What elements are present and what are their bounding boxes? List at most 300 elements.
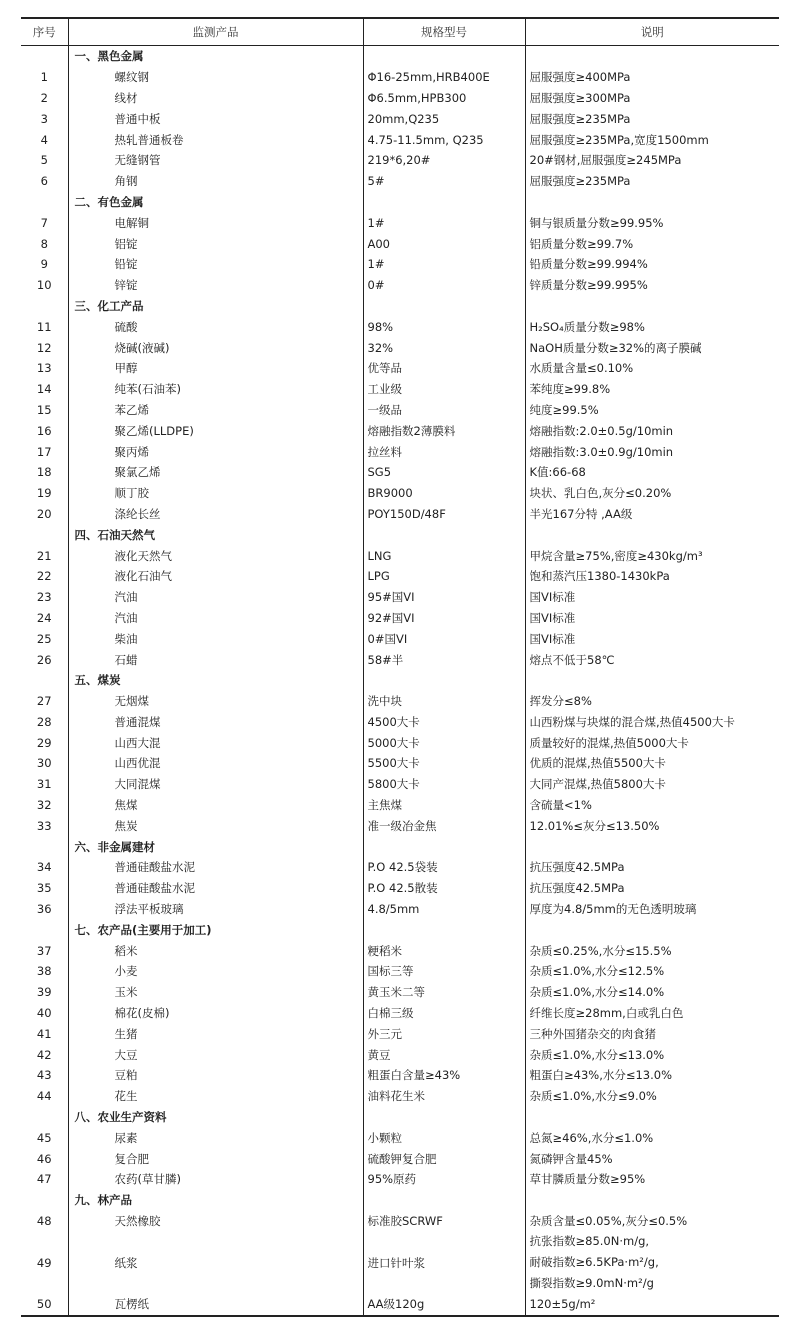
spec-model: 粳稻米 <box>363 940 525 961</box>
product-name: 尿素 <box>68 1127 363 1148</box>
note-text: 氮磷钾含量45% <box>525 1148 779 1169</box>
section-note-cell <box>525 1190 779 1211</box>
note-text: 大同产混煤,热值5800大卡 <box>525 774 779 795</box>
section-title: 四、石油天然气 <box>68 524 363 545</box>
row-number: 17 <box>36 444 52 459</box>
note-text: 熔融指数:3.0±0.9g/10min <box>525 441 779 462</box>
row-number: 19 <box>36 486 52 501</box>
row-number: 21 <box>36 548 52 563</box>
section-note-cell <box>525 524 779 545</box>
product-name: 顺丁胶 <box>68 483 363 504</box>
row-number: 5 <box>40 153 48 168</box>
row-number: 33 <box>36 818 52 833</box>
product-name: 汽油 <box>68 608 363 629</box>
table-row <box>21 899 779 920</box>
note-text: 杂质≤1.0%,水分≤9.0% <box>525 1086 779 1107</box>
spec-model: 4.75-11.5mm, Q235 <box>363 129 525 150</box>
note-text: NaOH质量分数≥32%的离子膜碱 <box>525 337 779 358</box>
table-row <box>21 212 779 233</box>
table-row <box>21 1148 779 1169</box>
table-row <box>21 608 779 629</box>
product-name: 石蜡 <box>68 649 363 670</box>
row-number: 39 <box>36 985 52 1000</box>
spec-model: 黄玉米二等 <box>363 982 525 1003</box>
row-number: 34 <box>36 860 52 875</box>
table-row <box>21 358 779 379</box>
note-text: 苯纯度≥99.8% <box>525 379 779 400</box>
note-text: 水质量含量≤0.10% <box>525 358 779 379</box>
product-name: 无烟煤 <box>68 691 363 712</box>
spec-model: 4500大卡 <box>363 712 525 733</box>
table-row <box>21 420 779 441</box>
table-row <box>21 732 779 753</box>
row-number: 40 <box>36 1006 52 1021</box>
table-row <box>21 691 779 712</box>
table-row <box>21 400 779 421</box>
spec-model: 洗中块 <box>363 691 525 712</box>
note-text: 国VI标准 <box>525 587 779 608</box>
row-number: 11 <box>36 319 52 334</box>
spec-model: A00 <box>363 233 525 254</box>
section-title: 一、黑色金属 <box>68 46 363 67</box>
product-name: 甲醇 <box>68 358 363 379</box>
table-row <box>21 150 779 171</box>
row-number: 43 <box>36 1068 52 1083</box>
note-line: 撕裂指数≥9.0mN·m²/g <box>529 1276 654 1291</box>
table-row <box>21 483 779 504</box>
note-text: 熔点不低于58℃ <box>525 649 779 670</box>
note-line: 抗张指数≥85.0N·m/g, <box>529 1234 650 1249</box>
spec-model: 工业级 <box>363 379 525 400</box>
note-text: 熔融指数:2.0±0.5g/10min <box>525 420 779 441</box>
row-number: 20 <box>36 506 52 521</box>
row-number: 48 <box>36 1214 52 1229</box>
row-number: 2 <box>40 90 48 105</box>
spec-model: 一级品 <box>363 400 525 421</box>
note-text: H₂SO₄质量分数≥98% <box>525 316 779 337</box>
note-text: 三种外国猪杂交的肉食猪 <box>525 1023 779 1044</box>
section-seq-cell <box>21 1190 68 1211</box>
section-spec-cell <box>363 46 525 67</box>
spec-model: 58#半 <box>363 649 525 670</box>
row-number: 22 <box>36 569 52 584</box>
product-name: 聚丙烯 <box>68 441 363 462</box>
spec-model: BR9000 <box>363 483 525 504</box>
section-row <box>21 524 779 545</box>
row-number: 32 <box>36 798 52 813</box>
section-seq-cell <box>21 46 68 67</box>
section-seq-cell <box>21 836 68 857</box>
section-note-cell <box>525 192 779 213</box>
section-spec-cell <box>363 1190 525 1211</box>
monitoring-products-table <box>21 17 779 1317</box>
product-name: 天然橡胶 <box>68 1211 363 1232</box>
product-name: 山西大混 <box>68 732 363 753</box>
spec-model: 硫酸钾复合肥 <box>363 1148 525 1169</box>
row-number: 27 <box>36 694 52 709</box>
table-header-row <box>21 18 779 46</box>
section-spec-cell <box>363 919 525 940</box>
note-text: 屈服强度≥300MPa <box>525 88 779 109</box>
row-number: 42 <box>36 1047 52 1062</box>
table-row <box>21 587 779 608</box>
note-text: 杂质≤0.25%,水分≤15.5% <box>525 940 779 961</box>
table-row <box>21 462 779 483</box>
table-row <box>21 1294 779 1316</box>
product-name: 稻米 <box>68 940 363 961</box>
product-name: 烧碱(液碱) <box>68 337 363 358</box>
table-row <box>21 795 779 816</box>
spec-model: AA级120g <box>363 1294 525 1316</box>
spec-model: 国标三等 <box>363 961 525 982</box>
note-text: 铝质量分数≥99.7% <box>525 233 779 254</box>
section-seq-cell <box>21 192 68 213</box>
spec-model: POY150D/48F <box>363 504 525 525</box>
product-name: 锌锭 <box>68 275 363 296</box>
note-text: 纯度≥99.5% <box>525 400 779 421</box>
spec-model: 20mm,Q235 <box>363 108 525 129</box>
spec-model: 优等品 <box>363 358 525 379</box>
table-row <box>21 88 779 109</box>
table-row <box>21 1211 779 1232</box>
spec-model: 拉丝料 <box>363 441 525 462</box>
row-number: 45 <box>36 1130 52 1145</box>
note-text: 含硫量<1% <box>525 795 779 816</box>
product-name: 普通硅酸盐水泥 <box>68 857 363 878</box>
row-number: 7 <box>40 215 48 230</box>
section-row <box>21 670 779 691</box>
note-text: 国VI标准 <box>525 628 779 649</box>
section-title: 六、非金属建材 <box>68 836 363 857</box>
note-text: 杂质≤1.0%,水分≤12.5% <box>525 961 779 982</box>
table-row <box>21 441 779 462</box>
header-note: 说明 <box>525 18 779 46</box>
table-row <box>21 649 779 670</box>
spec-model: 5000大卡 <box>363 732 525 753</box>
note-text: K值:66-68 <box>525 462 779 483</box>
spec-model: P.O 42.5散装 <box>363 878 525 899</box>
product-name: 普通中板 <box>68 108 363 129</box>
product-name: 电解铜 <box>68 212 363 233</box>
product-name: 普通硅酸盐水泥 <box>68 878 363 899</box>
table-row <box>21 1065 779 1086</box>
product-name: 铅锭 <box>68 254 363 275</box>
spec-model: P.O 42.5袋装 <box>363 857 525 878</box>
row-number: 6 <box>40 174 48 189</box>
spec-model: 95#国VI <box>363 587 525 608</box>
note-text: 总氮≥46%,水分≤1.0% <box>525 1127 779 1148</box>
spec-model: 95%原药 <box>363 1169 525 1190</box>
row-number: 50 <box>21 1294 68 1316</box>
product-name: 纯苯(石油苯) <box>68 379 363 400</box>
spec-model: 5500大卡 <box>363 753 525 774</box>
table-row <box>21 982 779 1003</box>
row-number: 38 <box>36 964 52 979</box>
row-number: 9 <box>40 257 48 272</box>
spec-model: 5800大卡 <box>363 774 525 795</box>
row-number: 25 <box>36 631 52 646</box>
section-title: 八、农业生产资料 <box>68 1107 363 1128</box>
product-name: 硫酸 <box>68 316 363 337</box>
note-text: 铅质量分数≥99.994% <box>525 254 779 275</box>
spec-model: 32% <box>363 337 525 358</box>
product-name: 聚乙烯(LLDPE) <box>68 420 363 441</box>
section-note-cell <box>525 670 779 691</box>
product-name: 浮法平板玻璃 <box>68 899 363 920</box>
row-number: 44 <box>36 1089 52 1104</box>
product-name: 纸浆 <box>68 1231 363 1293</box>
row-number: 26 <box>36 652 52 667</box>
row-number: 49 <box>36 1255 52 1270</box>
row-number: 31 <box>36 777 52 792</box>
section-title: 二、有色金属 <box>68 192 363 213</box>
table-row <box>21 129 779 150</box>
note-text: 铜与银质量分数≥99.95% <box>525 212 779 233</box>
header-spec: 规格型号 <box>363 18 525 46</box>
section-row <box>21 192 779 213</box>
table-row <box>21 1044 779 1065</box>
product-name: 花生 <box>68 1086 363 1107</box>
spec-model: 粗蛋白含量≥43% <box>363 1065 525 1086</box>
spec-model: SG5 <box>363 462 525 483</box>
note-text: 20#钢材,屈服强度≥245MPa <box>525 150 779 171</box>
table-row <box>21 1231 779 1293</box>
section-note-cell <box>525 836 779 857</box>
spec-model: 油料花生米 <box>363 1086 525 1107</box>
row-number: 30 <box>36 756 52 771</box>
section-spec-cell <box>363 1107 525 1128</box>
note-text: 纤维长度≥28mm,白或乳白色 <box>525 1003 779 1024</box>
spec-model: 4.8/5mm <box>363 899 525 920</box>
product-name: 铝锭 <box>68 233 363 254</box>
table-row <box>21 379 779 400</box>
section-row <box>21 919 779 940</box>
product-name: 复合肥 <box>68 1148 363 1169</box>
spec-model: 5# <box>363 171 525 192</box>
product-name: 小麦 <box>68 961 363 982</box>
note-text: 120±5g/m² <box>525 1294 779 1316</box>
product-name: 普通混煤 <box>68 712 363 733</box>
product-name: 热轧普通板卷 <box>68 129 363 150</box>
note-text: 抗压强度42.5MPa <box>525 878 779 899</box>
monitoring-table-container <box>21 17 779 1317</box>
table-row <box>21 774 779 795</box>
note-text: 半光167分特 ,AA级 <box>525 504 779 525</box>
table-row <box>21 1169 779 1190</box>
product-name: 焦煤 <box>68 795 363 816</box>
spec-model: Φ16-25mm,HRB400E <box>363 67 525 88</box>
product-name: 山西优混 <box>68 753 363 774</box>
product-name: 玉米 <box>68 982 363 1003</box>
row-number: 41 <box>36 1026 52 1041</box>
section-note-cell <box>525 1107 779 1128</box>
product-name: 苯乙烯 <box>68 400 363 421</box>
spec-model: 1# <box>363 212 525 233</box>
note-text: 锌质量分数≥99.995% <box>525 275 779 296</box>
row-number: 12 <box>36 340 52 355</box>
row-number: 10 <box>36 278 52 293</box>
table-row <box>21 254 779 275</box>
section-seq-cell <box>21 296 68 317</box>
table-row <box>21 1003 779 1024</box>
row-number: 3 <box>40 111 48 126</box>
section-note-cell <box>525 46 779 67</box>
header-product: 监测产品 <box>68 18 363 46</box>
product-name: 汽油 <box>68 587 363 608</box>
spec-model: Φ6.5mm,HPB300 <box>363 88 525 109</box>
note-text: 挥发分≤8% <box>525 691 779 712</box>
spec-model: 准一级冶金焦 <box>363 815 525 836</box>
row-number: 8 <box>40 236 48 251</box>
table-row <box>21 712 779 733</box>
section-seq-cell <box>21 524 68 545</box>
table-row <box>21 337 779 358</box>
section-spec-cell <box>363 296 525 317</box>
section-seq-cell <box>21 670 68 691</box>
section-title: 九、林产品 <box>68 1190 363 1211</box>
table-body <box>21 46 779 1316</box>
note-text: 杂质含量≤0.05%,灰分≤0.5% <box>525 1211 779 1232</box>
product-name: 棉花(皮棉) <box>68 1003 363 1024</box>
spec-model: 白棉三级 <box>363 1003 525 1024</box>
product-name: 角钢 <box>68 171 363 192</box>
note-text: 草甘膦质量分数≥95% <box>525 1169 779 1190</box>
row-number: 13 <box>36 361 52 376</box>
note-text: 优质的混煤,热值5500大卡 <box>525 753 779 774</box>
section-spec-cell <box>363 836 525 857</box>
section-row <box>21 1107 779 1128</box>
product-name: 聚氯乙烯 <box>68 462 363 483</box>
row-number: 29 <box>36 735 52 750</box>
note-text: 杂质≤1.0%,水分≤13.0% <box>525 1044 779 1065</box>
section-spec-cell <box>363 524 525 545</box>
section-row <box>21 836 779 857</box>
row-number: 35 <box>36 881 52 896</box>
spec-model: 外三元 <box>363 1023 525 1044</box>
product-name: 瓦楞纸 <box>68 1294 363 1316</box>
spec-model: LPG <box>363 566 525 587</box>
note-text: 屈服强度≥400MPa <box>525 67 779 88</box>
row-number: 1 <box>40 70 48 85</box>
section-title: 三、化工产品 <box>68 296 363 317</box>
note-text: 甲烷含量≥75%,密度≥430kg/m³ <box>525 545 779 566</box>
section-spec-cell <box>363 192 525 213</box>
spec-model: 92#国VI <box>363 608 525 629</box>
spec-model: 0#国VI <box>363 628 525 649</box>
note-text: 粗蛋白≥43%,水分≤13.0% <box>525 1065 779 1086</box>
section-row <box>21 296 779 317</box>
product-name: 农药(草甘膦) <box>68 1169 363 1190</box>
table-row <box>21 857 779 878</box>
spec-model: 进口针叶浆 <box>363 1231 525 1293</box>
section-title: 五、煤炭 <box>68 670 363 691</box>
table-row <box>21 1127 779 1148</box>
row-number: 14 <box>36 382 52 397</box>
product-name: 液化石油气 <box>68 566 363 587</box>
spec-model: 主焦煤 <box>363 795 525 816</box>
table-row <box>21 628 779 649</box>
table-row <box>21 275 779 296</box>
product-name: 豆粕 <box>68 1065 363 1086</box>
spec-model: 219*6,20# <box>363 150 525 171</box>
spec-model: LNG <box>363 545 525 566</box>
table-row <box>21 233 779 254</box>
table-row <box>21 316 779 337</box>
table-row <box>21 504 779 525</box>
product-name: 大同混煤 <box>68 774 363 795</box>
note-text: 质量较好的混煤,热值5000大卡 <box>525 732 779 753</box>
note-text: 抗压强度42.5MPa <box>525 857 779 878</box>
product-name: 大豆 <box>68 1044 363 1065</box>
note-line: 耐破指数≥6.5KPa·m²/g, <box>529 1255 659 1270</box>
section-note-cell <box>525 296 779 317</box>
product-name: 螺纹钢 <box>68 67 363 88</box>
note-text: 屈服强度≥235MPa,宽度1500mm <box>525 129 779 150</box>
table-row <box>21 1023 779 1044</box>
product-name: 无缝钢管 <box>68 150 363 171</box>
table-row <box>21 961 779 982</box>
row-number: 4 <box>40 132 48 147</box>
row-number: 23 <box>36 590 52 605</box>
note-text: 屈服强度≥235MPa <box>525 108 779 129</box>
row-number: 16 <box>36 423 52 438</box>
product-name: 线材 <box>68 88 363 109</box>
spec-model: 98% <box>363 316 525 337</box>
spec-model: 小颗粒 <box>363 1127 525 1148</box>
table-row <box>21 940 779 961</box>
note-text: 山西粉煤与块煤的混合煤,热值4500大卡 <box>525 712 779 733</box>
note-text: 国VI标准 <box>525 608 779 629</box>
section-row <box>21 46 779 67</box>
section-seq-cell <box>21 1107 68 1128</box>
section-seq-cell <box>21 919 68 940</box>
section-note-cell <box>525 919 779 940</box>
header-seq: 序号 <box>21 18 68 46</box>
spec-model: 标准胶SCRWF <box>363 1211 525 1232</box>
product-name: 生猪 <box>68 1023 363 1044</box>
row-number: 18 <box>36 465 52 480</box>
row-number: 47 <box>36 1172 52 1187</box>
note-cell <box>525 1231 779 1293</box>
row-number: 28 <box>36 714 52 729</box>
table-row <box>21 545 779 566</box>
product-name: 焦炭 <box>68 815 363 836</box>
section-spec-cell <box>363 670 525 691</box>
spec-model: 1# <box>363 254 525 275</box>
spec-model: 熔融指数2薄膜料 <box>363 420 525 441</box>
table-row <box>21 171 779 192</box>
spec-model: 黄豆 <box>363 1044 525 1065</box>
note-text: 屈服强度≥235MPa <box>525 171 779 192</box>
row-number: 15 <box>36 402 52 417</box>
product-name: 涤纶长丝 <box>68 504 363 525</box>
product-name: 柴油 <box>68 628 363 649</box>
spec-model: 0# <box>363 275 525 296</box>
note-text: 块状、乳白色,灰分≤0.20% <box>525 483 779 504</box>
table-row <box>21 67 779 88</box>
row-number: 37 <box>36 943 52 958</box>
note-text: 12.01%≤灰分≤13.50% <box>525 815 779 836</box>
section-title: 七、农产品(主要用于加工) <box>68 919 363 940</box>
table-row <box>21 566 779 587</box>
row-number: 24 <box>36 610 52 625</box>
row-number: 36 <box>36 902 52 917</box>
table-row <box>21 878 779 899</box>
row-number: 46 <box>36 1151 52 1166</box>
product-name: 液化天然气 <box>68 545 363 566</box>
note-text: 饱和蒸汽压1380-1430kPa <box>525 566 779 587</box>
note-text: 厚度为4.8/5mm的无色透明玻璃 <box>525 899 779 920</box>
